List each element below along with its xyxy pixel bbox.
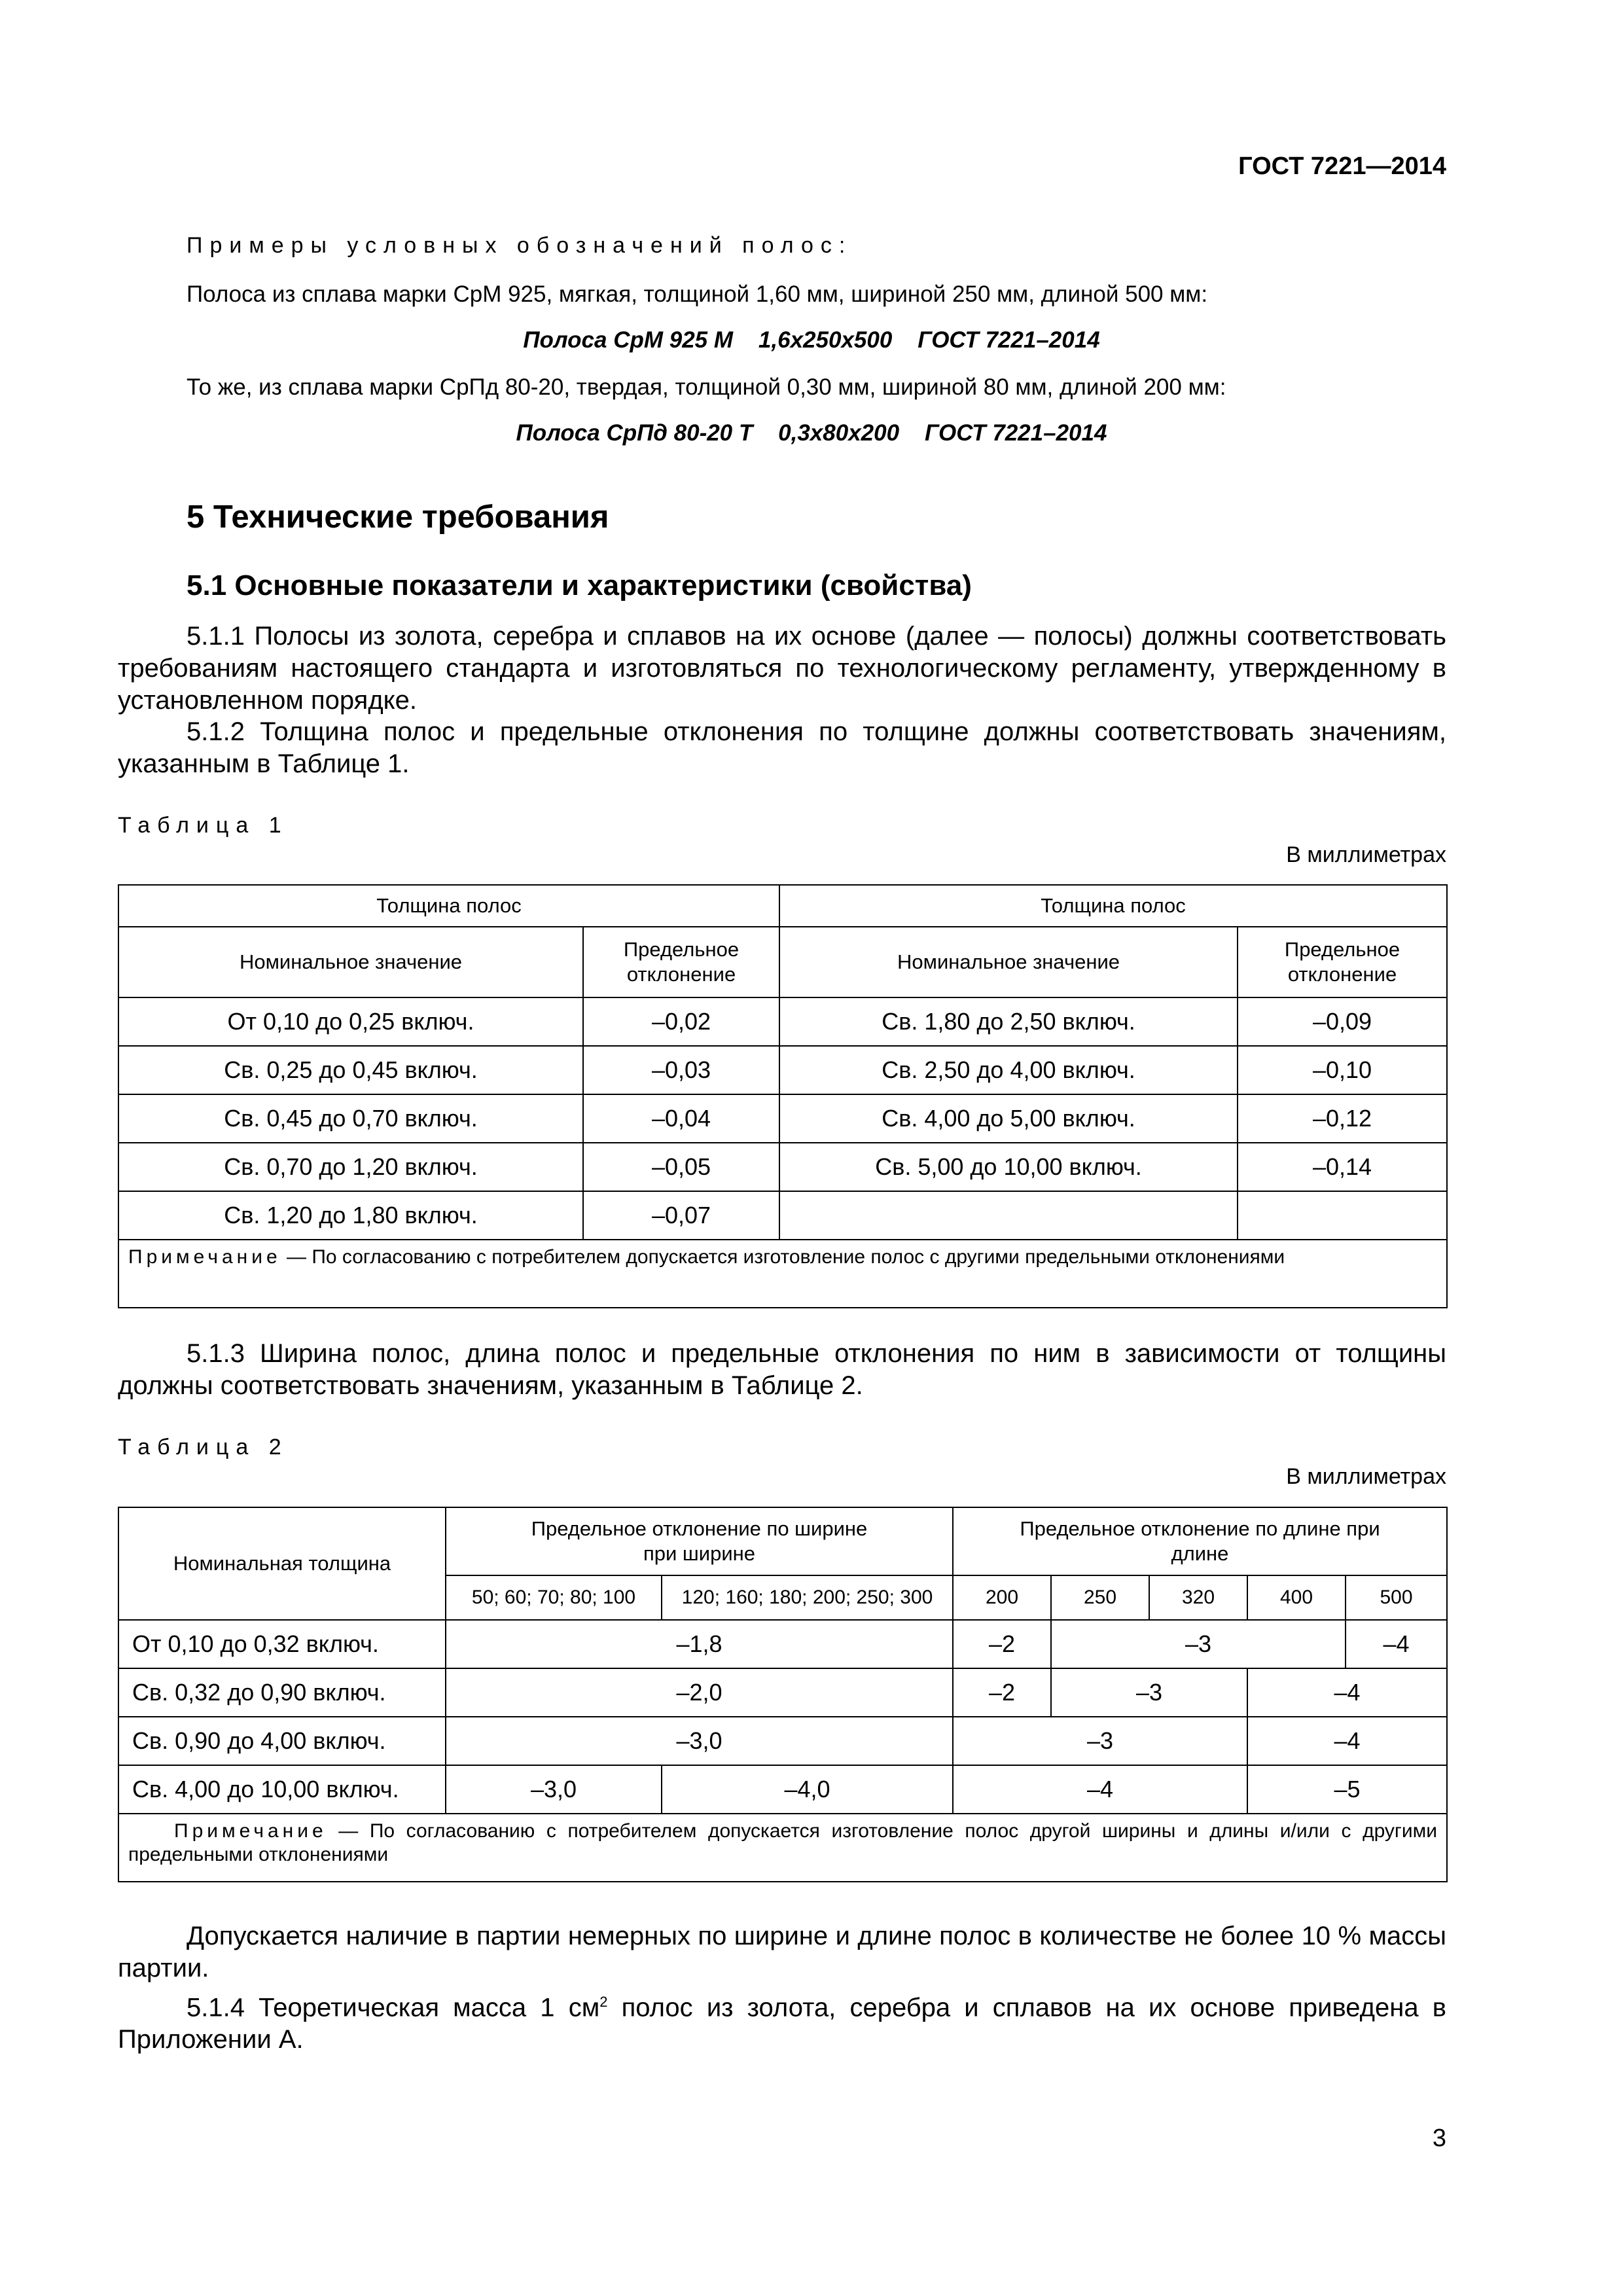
table1-group-header-right: Толщина полос <box>779 885 1447 927</box>
table-cell: Св. 0,70 до 1,20 включ. <box>118 1143 583 1191</box>
table2-col-length-deviation-text: Предельное отклонение по длине при длине <box>1020 1517 1380 1565</box>
table-row <box>118 1143 1447 1191</box>
note-label: Примечание <box>174 1820 327 1842</box>
table-cell: Св. 4,00 до 10,00 включ. <box>118 1765 446 1814</box>
table-cell: –5 <box>1247 1765 1447 1814</box>
paragraph-5-1-4 <box>118 1986 1446 2056</box>
example-line-1: Полоса из сплава марки СрМ 925, мягкая, толщиной 1,60 мм, шириной 250 мм, длиной 500 мм: <box>187 281 1208 307</box>
table-cell <box>779 1191 1238 1240</box>
table-cell: –2,0 <box>446 1668 953 1717</box>
table1-col-deviation: Предельное отклонение <box>583 927 779 997</box>
table-cell: –4,0 <box>662 1765 953 1814</box>
table-cell: –3 <box>1051 1620 1346 1668</box>
table1-units: В миллиметрах <box>1286 842 1446 867</box>
p514-end: полос из золота, серебра и сплавов на их основе приведена в Приложении А. <box>118 1993 1446 2054</box>
length-sub-header: 200 <box>953 1575 1051 1620</box>
examples-title: Примеры условных обозначений полос: <box>187 233 853 258</box>
paragraph-5-1-3: 5.1.3 Ширина полос, длина полос и предельные отклонения по ним в зависимости от толщины должны соответствовать значениям, указанным в Таблице 2. <box>118 1339 1446 1400</box>
page-number: 3 <box>1432 2125 1446 2152</box>
table-cell: –0,12 <box>1238 1094 1447 1143</box>
designation-1: Полоса СрМ 925 М 1,6х250х500 ГОСТ 7221–2014 <box>523 327 1100 353</box>
table-cell: –2 <box>953 1620 1051 1668</box>
table-cell: –0,03 <box>583 1046 779 1094</box>
table-row <box>118 1094 1447 1143</box>
table2-units: В миллиметрах <box>1286 1464 1446 1489</box>
table-row <box>118 1191 1447 1240</box>
table-cell: –3,0 <box>446 1717 953 1765</box>
table1-note <box>118 1240 1447 1308</box>
table-cell: Св. 0,25 до 0,45 включ. <box>118 1046 583 1094</box>
table-row <box>118 1046 1447 1094</box>
table-cell: Св. 2,50 до 4,00 включ. <box>779 1046 1238 1094</box>
length-sub-header: 250 <box>1051 1575 1149 1620</box>
paragraph-5-1-1: 5.1.1 Полосы из золота, серебра и сплавов на их основе (далее — полосы) должны соответствовать требованиям настоящего стандарта и изготовляться по технологическому регламенту, утвержденному в установленном порядке. <box>118 622 1446 715</box>
note-text: — По согласованию с потребителем допускается изготовление полос с другими предельными отклонениями <box>281 1246 1285 1268</box>
table2-col-thickness: Номинальная толщина <box>118 1507 446 1620</box>
table-cell: Св. 0,45 до 0,70 включ. <box>118 1094 583 1143</box>
table-row <box>118 997 1447 1046</box>
table-cell: –4 <box>1247 1668 1447 1717</box>
section-heading: 5 Технические требования <box>187 499 609 535</box>
table-cell: –3 <box>1051 1668 1247 1717</box>
table-cell: Св. 1,80 до 2,50 включ. <box>779 997 1238 1046</box>
table1-col-nominal: Номинальное значение <box>118 927 583 997</box>
table-cell: Св. 4,00 до 5,00 включ. <box>779 1094 1238 1143</box>
table-row <box>118 1765 1447 1814</box>
table-cell: –4 <box>1346 1620 1447 1668</box>
table2-caption: Таблица 2 <box>118 1435 289 1460</box>
length-sub-header: 400 <box>1247 1575 1346 1620</box>
table-cell: –0,02 <box>583 997 779 1046</box>
table-cell: –0,09 <box>1238 997 1447 1046</box>
table-cell: –4 <box>1247 1717 1447 1765</box>
designation-2: Полоса СрПд 80-20 Т 0,3х80х200 ГОСТ 7221–2014 <box>516 420 1107 446</box>
table-1 <box>118 884 1448 1308</box>
table-cell: –0,07 <box>583 1191 779 1240</box>
table-cell: –0,14 <box>1238 1143 1447 1191</box>
width-sub-header: 50; 60; 70; 80; 100 <box>446 1575 662 1620</box>
table1-col-nominal: Номинальное значение <box>779 927 1238 997</box>
table1-group-header-left: Толщина полос <box>118 885 779 927</box>
table-cell: –1,8 <box>446 1620 953 1668</box>
table-cell: Св. 5,00 до 10,00 включ. <box>779 1143 1238 1191</box>
table-cell: –0,04 <box>583 1094 779 1143</box>
width-sub-header: 120; 160; 180; 200; 250; 300 <box>662 1575 953 1620</box>
table-2 <box>118 1507 1448 1882</box>
table-cell: –2 <box>953 1668 1051 1717</box>
superscript: 2 <box>599 1994 608 2010</box>
note-label: Примечание <box>128 1246 281 1268</box>
table-row <box>118 1668 1447 1717</box>
table-cell <box>1238 1191 1447 1240</box>
table-cell: От 0,10 до 0,32 включ. <box>118 1620 446 1668</box>
table-cell: –0,10 <box>1238 1046 1447 1094</box>
table-cell: Св. 0,90 до 4,00 включ. <box>118 1717 446 1765</box>
paragraph-allowance: Допускается наличие в партии немерных по ширине и длине полос в количестве не более 10 % массы партии. <box>118 1922 1446 1982</box>
table2-col-width-deviation <box>446 1507 953 1575</box>
table1-caption: Таблица 1 <box>118 813 289 838</box>
table1-col-deviation: Предельное отклонение <box>1238 927 1447 997</box>
table-cell: От 0,10 до 0,25 включ. <box>118 997 583 1046</box>
table-cell: Св. 0,32 до 0,90 включ. <box>118 1668 446 1717</box>
table2-col-width-deviation-text: Предельное отклонение по ширине при ширине <box>531 1517 868 1565</box>
subsection-heading: 5.1 Основные показатели и характеристики (свойства) <box>187 569 972 601</box>
table-row <box>118 1717 1447 1765</box>
example-line-2: То же, из сплава марки СрПд 80-20, твердая, толщиной 0,30 мм, шириной 80 мм, длиной 200 мм: <box>187 374 1226 400</box>
table-cell: –0,05 <box>583 1143 779 1191</box>
table-row <box>118 1620 1447 1668</box>
length-sub-header: 320 <box>1149 1575 1247 1620</box>
length-sub-header: 500 <box>1346 1575 1447 1620</box>
table2-col-length-deviation <box>953 1507 1447 1575</box>
table2-note <box>118 1814 1447 1882</box>
table-cell: –3 <box>953 1717 1247 1765</box>
p514-start: 5.1.4 Теоретическая масса 1 см <box>187 1993 600 2022</box>
table-cell: –4 <box>953 1765 1247 1814</box>
table-cell: –3,0 <box>446 1765 662 1814</box>
standard-code: ГОСТ 7221—2014 <box>1238 152 1446 180</box>
note-text: — По согласованию с потребителем допускается изготовление полос другой ширины и длины и/или с другими предельными отклонениями <box>128 1820 1438 1865</box>
paragraph-5-1-2: 5.1.2 Толщина полос и предельные отклонения по толщине должны соответствовать значениям, указанным в Таблице 1. <box>118 717 1446 778</box>
table-cell: Св. 1,20 до 1,80 включ. <box>118 1191 583 1240</box>
